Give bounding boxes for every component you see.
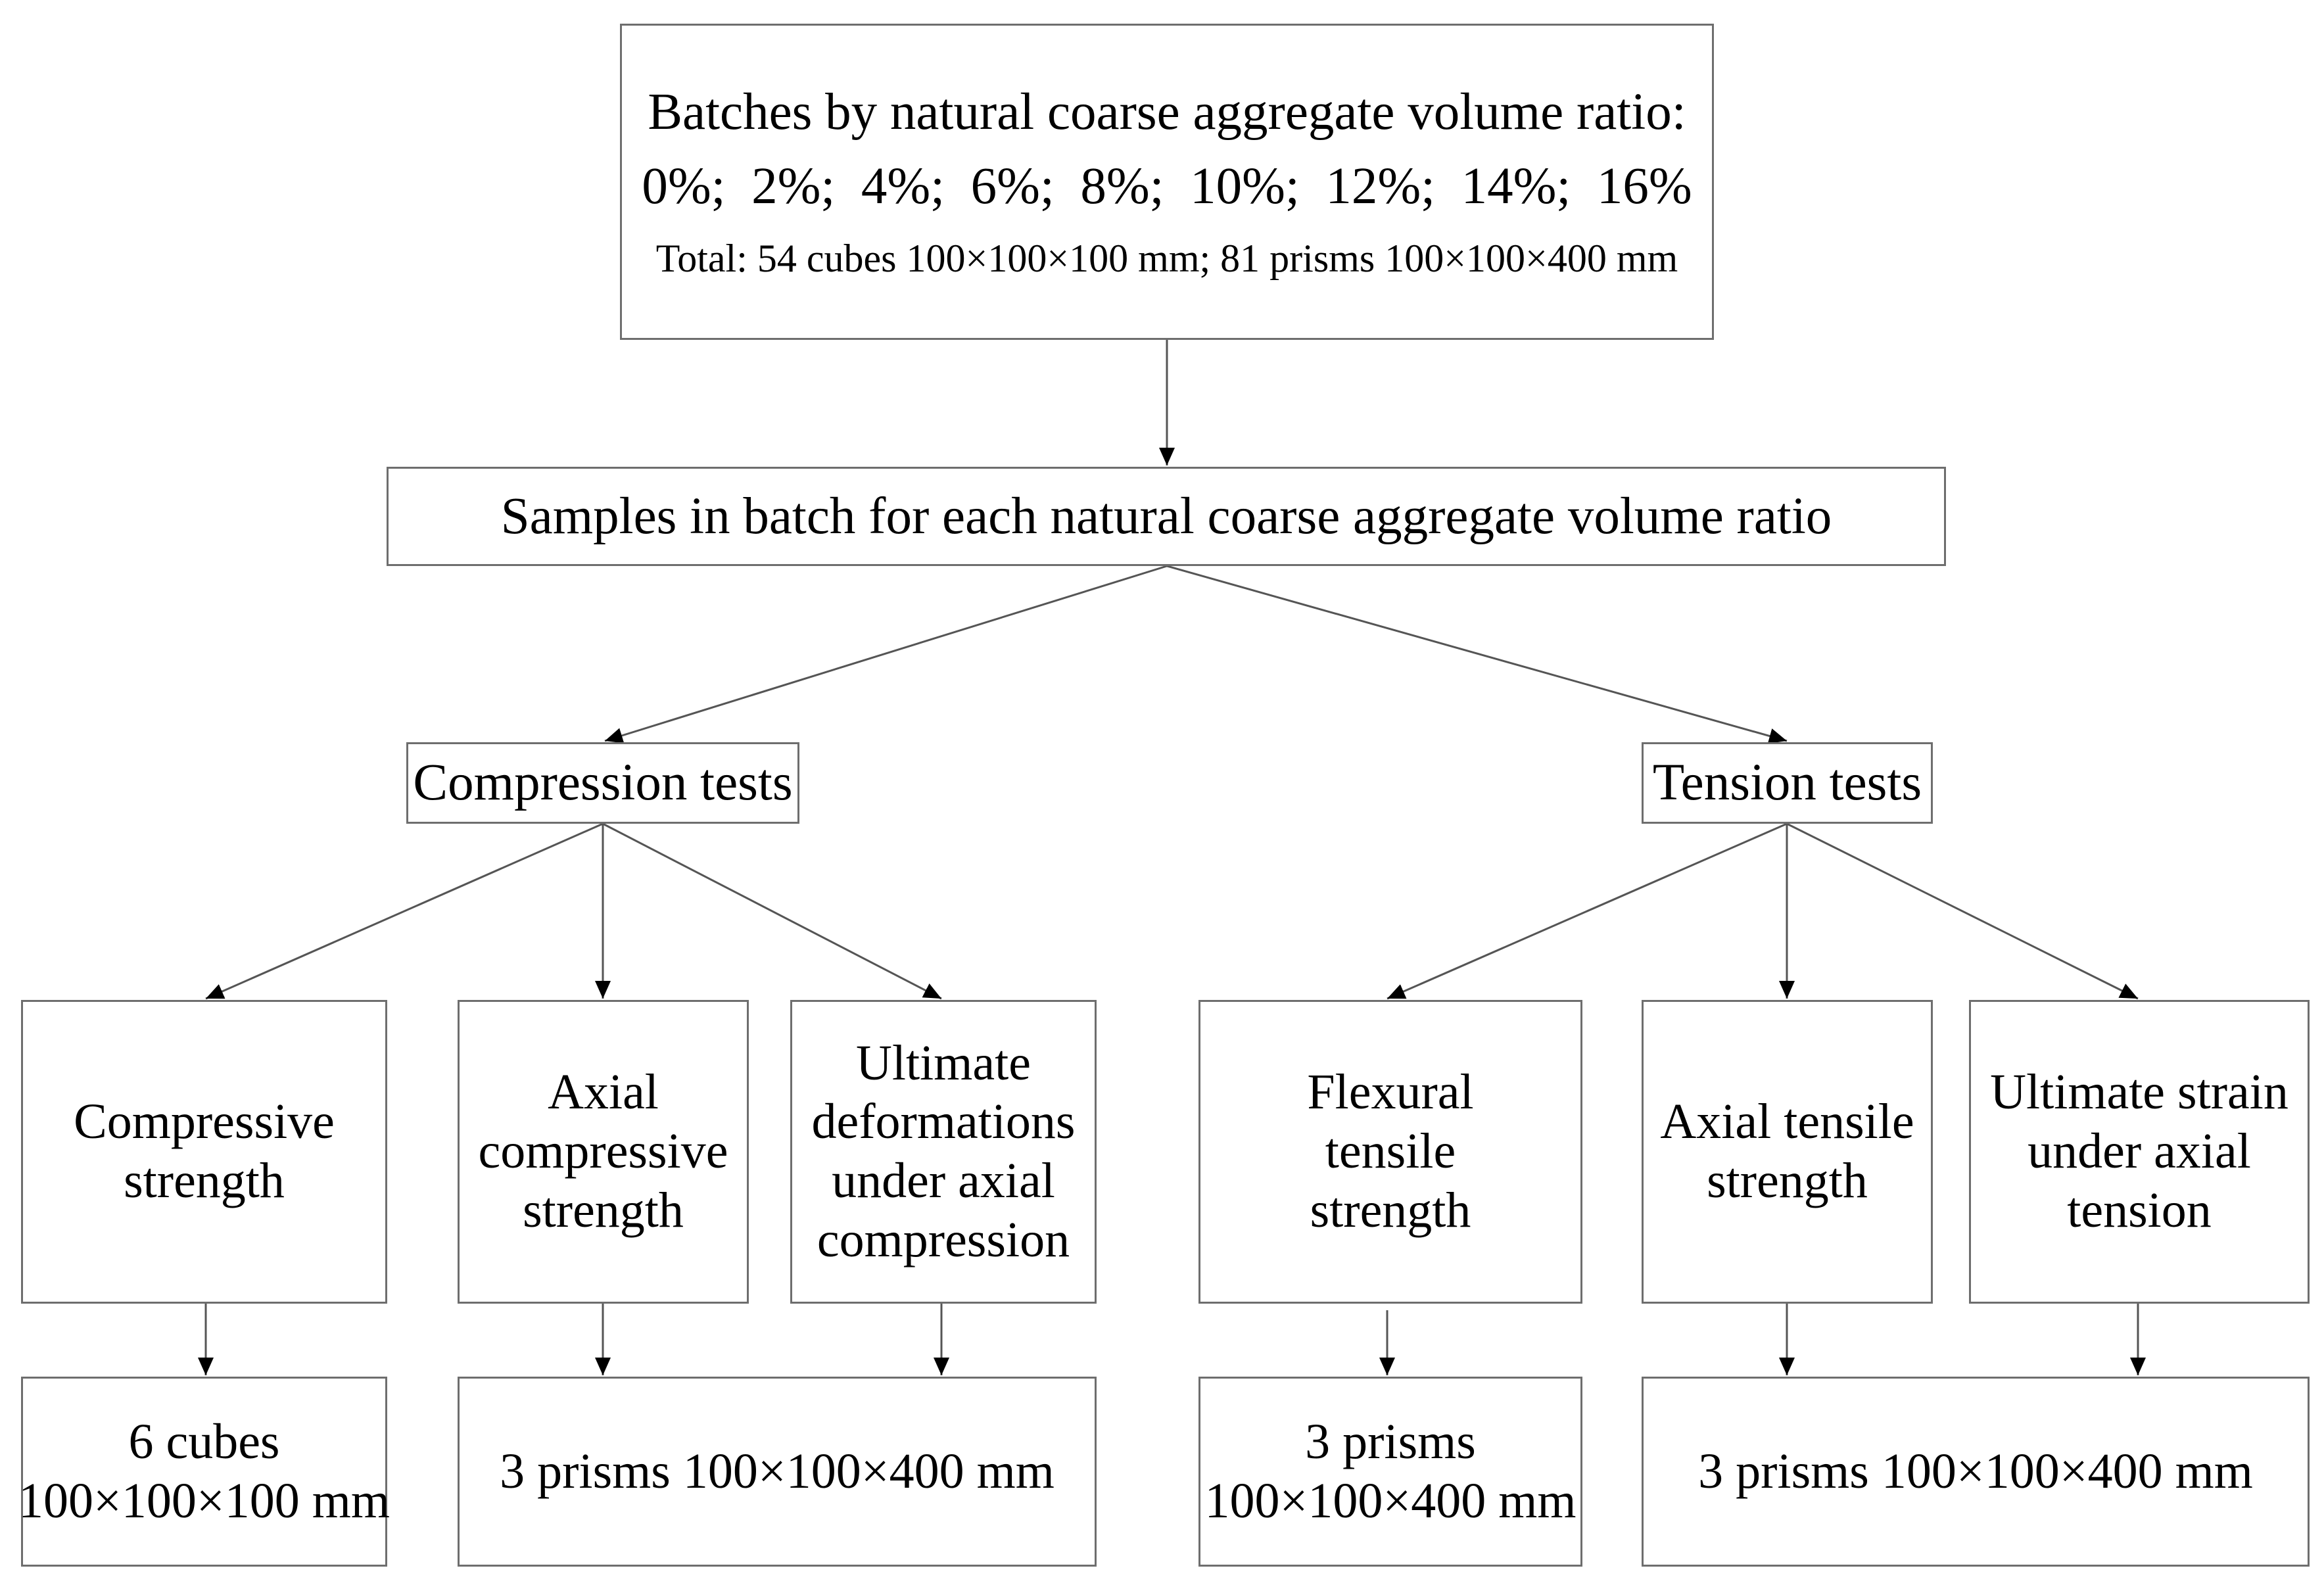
flexural-tensile-line: tensile xyxy=(1325,1124,1456,1179)
prisms-tension-label: 3 prisms 100×100×400 mm xyxy=(1698,1443,2253,1499)
arrow-compression-to-compressive xyxy=(206,824,603,999)
cubes-specimen-line: 100×100×100 mm xyxy=(18,1473,390,1528)
samples-label: Samples in batch for each natural coarse aggregate volume ratio xyxy=(500,487,1832,545)
ultimate-deformations-line: compression xyxy=(817,1212,1070,1267)
compressive-strength-box xyxy=(21,1000,387,1304)
arrow-samples-to-tension xyxy=(1167,566,1787,741)
cubes-specimen-box xyxy=(18,1377,390,1567)
ultimate-deformations-line: under axial xyxy=(832,1153,1055,1208)
axial-compressive-line: Axial xyxy=(548,1064,659,1120)
arrow-samples-to-compression xyxy=(605,566,1167,741)
compressive-strength-line: strength xyxy=(124,1153,285,1208)
ultimate-strain-line: tension xyxy=(2067,1182,2212,1238)
total-specimens: Total: 54 cubes 100×100×100 mm; 81 prisms 100×100×400 mm xyxy=(655,237,1678,281)
arrow-tension-to-flexural xyxy=(1387,824,1787,999)
cubes-specimen-line: 6 cubes xyxy=(128,1413,280,1469)
arrow-tension-to-ultimate-strain xyxy=(1787,824,2138,999)
prisms-flexural-line: 3 prisms xyxy=(1305,1413,1476,1469)
ultimate-strain-line: under axial xyxy=(2028,1124,2251,1179)
prisms-flexural-line: 100×100×400 mm xyxy=(1204,1473,1577,1528)
flexural-tensile-line: Flexural xyxy=(1307,1064,1474,1120)
prisms-tension-box xyxy=(1642,1377,2310,1567)
batches-box xyxy=(620,24,1714,340)
prisms-compression-box xyxy=(458,1377,1097,1567)
compression-tests-box xyxy=(406,742,799,824)
ultimate-strain-box xyxy=(1969,1000,2310,1304)
compression-tests-label: Compression tests xyxy=(413,754,793,812)
axial-compressive-line: compressive xyxy=(478,1124,728,1179)
prisms-flexural-box xyxy=(1198,1377,1582,1567)
tension-tests-box xyxy=(1642,742,1933,824)
compressive-strength-line: Compressive xyxy=(74,1094,335,1150)
axial-tensile-line: strength xyxy=(1707,1153,1868,1208)
prisms-compression-label: 3 prisms 100×100×400 mm xyxy=(500,1443,1055,1499)
ultimate-deformations-line: Ultimate xyxy=(856,1035,1031,1091)
volume-ratios: 0%; 2%; 4%; 6%; 8%; 10%; 12%; 14%; 16% xyxy=(642,158,1692,216)
ultimate-deformations-line: deformations xyxy=(811,1094,1076,1150)
ultimate-deformations-box xyxy=(790,1000,1097,1304)
flexural-tensile-strength-box xyxy=(1198,1000,1582,1304)
arrow-compression-to-ultimate-def xyxy=(603,824,941,999)
ultimate-strain-line: Ultimate strain xyxy=(1990,1064,2288,1120)
axial-compressive-line: strength xyxy=(523,1182,684,1238)
flexural-tensile-line: strength xyxy=(1310,1182,1471,1238)
tension-tests-label: Tension tests xyxy=(1652,754,1922,812)
axial-compressive-strength-box xyxy=(458,1000,749,1304)
axial-tensile-line: Axial tensile xyxy=(1660,1094,1914,1150)
samples-box xyxy=(387,467,1946,566)
batches-title: Batches by natural coarse aggregate volume ratio: xyxy=(648,83,1686,141)
axial-tensile-strength-box xyxy=(1642,1000,1933,1304)
